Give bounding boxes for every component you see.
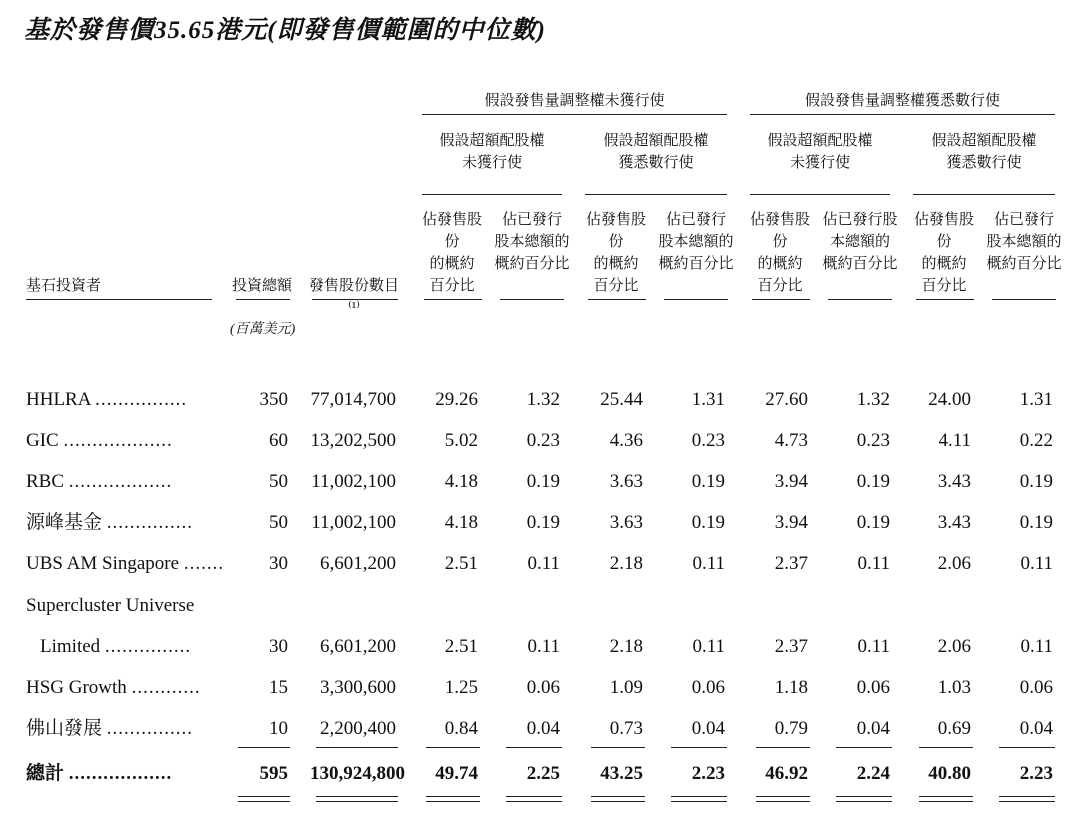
investor-name-text: 佛山發展 xyxy=(26,718,103,739)
pct-offer-c-cell: 2.37 xyxy=(774,553,808,574)
pct-total-d-cell: 2.23 xyxy=(1019,763,1053,784)
shares-cell: 6,601,200 xyxy=(320,636,396,657)
pct-total-d-cell: 0.06 xyxy=(1019,677,1053,698)
pct-total-c-cell: 0.23 xyxy=(856,430,890,451)
pct-offer-a-cell: 5.02 xyxy=(444,430,478,451)
amount-cell: 15 xyxy=(269,677,288,698)
pct-offer-a-cell: 1.25 xyxy=(444,677,478,698)
pct-total-a-cell: 2.25 xyxy=(526,763,560,784)
total-label xyxy=(26,760,172,788)
pct-total-c-cell: 1.32 xyxy=(856,389,890,410)
pct-offer-b-cell: 3.63 xyxy=(609,512,643,533)
total-double-rule xyxy=(836,796,892,802)
col-header-pct-offer-d: 佔發售股份 的概約 百分比 xyxy=(913,212,974,294)
pct-total-a-cell: 0.11 xyxy=(527,553,560,574)
pct-total-d-cell: 0.04 xyxy=(1019,718,1053,739)
table-row xyxy=(0,468,1080,508)
total-row xyxy=(0,760,1080,800)
pct-offer-d-cell: 2.06 xyxy=(937,553,971,574)
shares-cell: 2,200,400 xyxy=(320,718,396,739)
group-header-fully-exercised: 假設發售量調整權獲悉數行使 xyxy=(804,93,1000,109)
pct-offer-d-cell: 24.00 xyxy=(928,389,971,410)
total-double-rule xyxy=(506,796,562,802)
col-rule-pct-total-a xyxy=(500,299,564,300)
leader-dots: ................ xyxy=(95,389,188,410)
subtotal-rule xyxy=(919,747,973,748)
shares-cell: 11,002,100 xyxy=(311,471,396,492)
subtotal-rule xyxy=(999,747,1055,748)
pct-total-a-cell: 0.04 xyxy=(526,718,560,739)
col-rule-amount xyxy=(236,299,290,300)
amount-cell: 50 xyxy=(269,471,288,492)
table-row xyxy=(0,674,1080,714)
table-row xyxy=(0,633,1080,673)
pct-offer-a-cell: 29.26 xyxy=(435,389,478,410)
investor-name-text: Supercluster Universe xyxy=(26,595,195,616)
investor-name-text: HSG Growth xyxy=(26,677,127,698)
total-double-rule xyxy=(919,796,973,802)
col-header-pct-total-c: 佔已發行股 本總額的 概約百分比 xyxy=(822,212,898,272)
unit-label: (百萬美元) xyxy=(230,322,296,337)
group-rule-fully-exercised xyxy=(750,114,1055,115)
pct-total-d-cell: 0.11 xyxy=(1020,636,1053,657)
pct-total-b-cell: 0.19 xyxy=(691,471,725,492)
pct-total-c-cell: 2.24 xyxy=(856,763,890,784)
pct-total-b-cell: 0.23 xyxy=(691,430,725,451)
col-header-amount: 投資總額 xyxy=(232,278,293,294)
col-rule-pct-offer-b xyxy=(588,299,646,300)
pct-offer-c-cell: 46.92 xyxy=(765,763,808,784)
shares-cell: 77,014,700 xyxy=(310,389,396,410)
investor-name xyxy=(26,550,224,578)
col-header-pct-offer-c: 佔發售股份 的概約 百分比 xyxy=(749,212,810,294)
sub-header-b: 假設超額配股權 獲悉數行使 xyxy=(603,133,709,171)
investor-name xyxy=(40,633,191,661)
table-row xyxy=(0,550,1080,590)
investor-name xyxy=(26,386,187,414)
pct-total-c-cell: 0.11 xyxy=(857,553,890,574)
pct-total-b-cell: 0.06 xyxy=(691,677,725,698)
leader-dots: ............ xyxy=(131,677,201,698)
pct-offer-d-cell: 2.06 xyxy=(937,636,971,657)
amount-cell: 10 xyxy=(269,718,288,739)
pct-offer-b-cell: 2.18 xyxy=(609,636,643,657)
pct-total-c-cell: 0.11 xyxy=(857,636,890,657)
leader-dots: ............... xyxy=(104,636,192,657)
pct-offer-b-cell: 2.18 xyxy=(609,553,643,574)
pct-offer-d-cell: 4.11 xyxy=(938,430,971,451)
pct-offer-c-cell: 4.73 xyxy=(774,430,808,451)
pct-total-d-cell: 0.22 xyxy=(1019,430,1053,451)
pct-offer-c-cell: 1.18 xyxy=(774,677,808,698)
sub-rule-c xyxy=(750,194,890,195)
pct-total-b-cell: 0.19 xyxy=(691,512,725,533)
subtotal-rule xyxy=(836,747,892,748)
sub-rule-b xyxy=(585,194,727,195)
investor-name xyxy=(26,468,172,496)
pct-total-a-cell: 0.11 xyxy=(527,636,560,657)
leader-dots: .................. xyxy=(68,763,173,784)
table-row xyxy=(0,386,1080,426)
investor-name xyxy=(26,427,173,455)
col-header-pct-offer-b: 佔發售股份 的概約 百分比 xyxy=(585,212,646,294)
investor-name xyxy=(26,674,201,702)
pct-offer-c-cell: 3.94 xyxy=(774,512,808,533)
pct-total-a-cell: 0.23 xyxy=(526,430,560,451)
investor-name-text: 源峰基金 xyxy=(26,512,103,533)
investor-name-text: HHLRA xyxy=(26,389,91,410)
total-double-rule xyxy=(426,796,480,802)
total-double-rule xyxy=(238,796,290,802)
total-double-rule xyxy=(999,796,1055,802)
sub-header-c: 假設超額配股權 未獲行使 xyxy=(767,133,873,171)
shares-cell: 13,202,500 xyxy=(310,430,396,451)
pct-offer-c-cell: 2.37 xyxy=(774,636,808,657)
investor-name-text: Limited xyxy=(40,636,101,657)
pct-offer-a-cell: 2.51 xyxy=(444,636,478,657)
pct-total-a-cell: 1.32 xyxy=(526,389,560,410)
pct-offer-b-cell: 25.44 xyxy=(600,389,643,410)
subtotal-rule xyxy=(756,747,810,748)
pct-total-b-cell: 0.11 xyxy=(692,553,725,574)
total-double-rule xyxy=(591,796,645,802)
pct-offer-a-cell: 49.74 xyxy=(435,763,478,784)
investor-name xyxy=(26,509,193,537)
pct-offer-a-cell: 0.84 xyxy=(444,718,478,739)
sub-header-a: 假設超額配股權 未獲行使 xyxy=(439,133,545,171)
pct-total-d-cell: 1.31 xyxy=(1019,389,1053,410)
pct-total-d-cell: 0.19 xyxy=(1019,471,1053,492)
leader-dots: ....... xyxy=(183,553,225,574)
pct-offer-d-cell: 0.69 xyxy=(937,718,971,739)
subtotal-rule xyxy=(671,747,727,748)
pct-offer-d-cell: 1.03 xyxy=(937,677,971,698)
pct-total-a-cell: 0.19 xyxy=(526,471,560,492)
pct-total-d-cell: 0.19 xyxy=(1019,512,1053,533)
pct-total-b-cell: 1.31 xyxy=(691,389,725,410)
pct-total-c-cell: 0.04 xyxy=(856,718,890,739)
col-header-pct-offer-a: 佔發售股份 的概約 百分比 xyxy=(421,212,482,294)
leader-dots: ............... xyxy=(106,512,194,533)
pct-offer-b-cell: 3.63 xyxy=(609,471,643,492)
col-rule-pct-offer-c xyxy=(752,299,810,300)
pct-offer-d-cell: 3.43 xyxy=(937,471,971,492)
pct-offer-b-cell: 43.25 xyxy=(600,763,643,784)
sub-header-d: 假設超額配股權 獲悉數行使 xyxy=(931,133,1037,171)
amount-cell: 30 xyxy=(269,636,288,657)
pct-offer-b-cell: 0.73 xyxy=(609,718,643,739)
sub-rule-d xyxy=(913,194,1055,195)
amount-cell: 60 xyxy=(269,430,288,451)
sub-rule-a xyxy=(422,194,562,195)
pct-total-b-cell: 2.23 xyxy=(691,763,725,784)
group-rule-not-exercised xyxy=(422,114,727,115)
pct-total-a-cell: 0.06 xyxy=(526,677,560,698)
pct-offer-c-cell: 3.94 xyxy=(774,471,808,492)
amount-cell: 30 xyxy=(269,553,288,574)
shares-cell: 130,924,800 xyxy=(310,763,405,784)
subtotal-rule xyxy=(506,747,562,748)
amount-cell: 595 xyxy=(259,763,288,784)
leader-dots: .................. xyxy=(68,471,173,492)
page-title: 基於發售價35.65港元(即發售價範圍的中位數) xyxy=(24,17,546,44)
col-rule-pct-total-d xyxy=(992,299,1056,300)
total-double-rule xyxy=(316,796,398,802)
leader-dots: ............... xyxy=(106,718,194,739)
col-rule-pct-offer-a xyxy=(424,299,482,300)
investor-name-text: GIC xyxy=(26,430,59,451)
subtotal-rule xyxy=(316,747,398,748)
shares-cell: 6,601,200 xyxy=(320,553,396,574)
pct-offer-a-cell: 4.18 xyxy=(444,471,478,492)
table-row xyxy=(0,715,1080,755)
pct-offer-d-cell: 3.43 xyxy=(937,512,971,533)
subtotal-rule xyxy=(426,747,480,748)
investor-name-text: UBS AM Singapore xyxy=(26,553,180,574)
col-rule-investor xyxy=(26,299,212,300)
pct-offer-a-cell: 4.18 xyxy=(444,512,478,533)
investor-name-text: RBC xyxy=(26,471,65,492)
subtotal-rule xyxy=(238,747,290,748)
pct-total-b-cell: 0.04 xyxy=(691,718,725,739)
col-header-pct-total-b: 佔已發行 股本總額的 概約百分比 xyxy=(658,212,734,272)
col-rule-pct-total-b xyxy=(664,299,728,300)
pct-total-c-cell: 0.19 xyxy=(856,512,890,533)
col-header-pct-total-d: 佔已發行 股本總額的 概約百分比 xyxy=(986,212,1062,272)
leader-dots: ................... xyxy=(63,430,173,451)
pct-total-a-cell: 0.19 xyxy=(526,512,560,533)
subtotal-rule xyxy=(591,747,645,748)
col-rule-pct-total-c xyxy=(828,299,892,300)
total-double-rule xyxy=(671,796,727,802)
investor-name xyxy=(26,715,193,743)
pct-total-b-cell: 0.11 xyxy=(692,636,725,657)
amount-cell: 50 xyxy=(269,512,288,533)
pct-total-d-cell: 0.11 xyxy=(1020,553,1053,574)
amount-cell: 350 xyxy=(259,389,288,410)
pct-offer-d-cell: 40.80 xyxy=(928,763,971,784)
col-header-shares: 發售股份數目⁽¹⁾ xyxy=(308,278,399,316)
investor-name-text: 總計 xyxy=(26,763,65,784)
col-header-pct-total-a: 佔已發行 股本總額的 概約百分比 xyxy=(494,212,570,272)
pct-offer-c-cell: 0.79 xyxy=(774,718,808,739)
table-row xyxy=(0,592,1080,632)
col-header-investor: 基石投資者 xyxy=(26,278,102,294)
shares-cell: 3,300,600 xyxy=(320,677,396,698)
table-row xyxy=(0,427,1080,467)
pct-offer-c-cell: 27.60 xyxy=(765,389,808,410)
pct-offer-b-cell: 1.09 xyxy=(609,677,643,698)
table-row xyxy=(0,509,1080,549)
col-rule-pct-offer-d xyxy=(916,299,974,300)
total-double-rule xyxy=(756,796,810,802)
pct-offer-b-cell: 4.36 xyxy=(609,430,643,451)
pct-total-c-cell: 0.06 xyxy=(856,677,890,698)
pct-total-c-cell: 0.19 xyxy=(856,471,890,492)
pct-offer-a-cell: 2.51 xyxy=(444,553,478,574)
group-header-not-exercised: 假設發售量調整權未獲行使 xyxy=(484,93,665,109)
shares-cell: 11,002,100 xyxy=(311,512,396,533)
investor-name xyxy=(26,592,194,620)
col-rule-shares xyxy=(312,299,398,300)
